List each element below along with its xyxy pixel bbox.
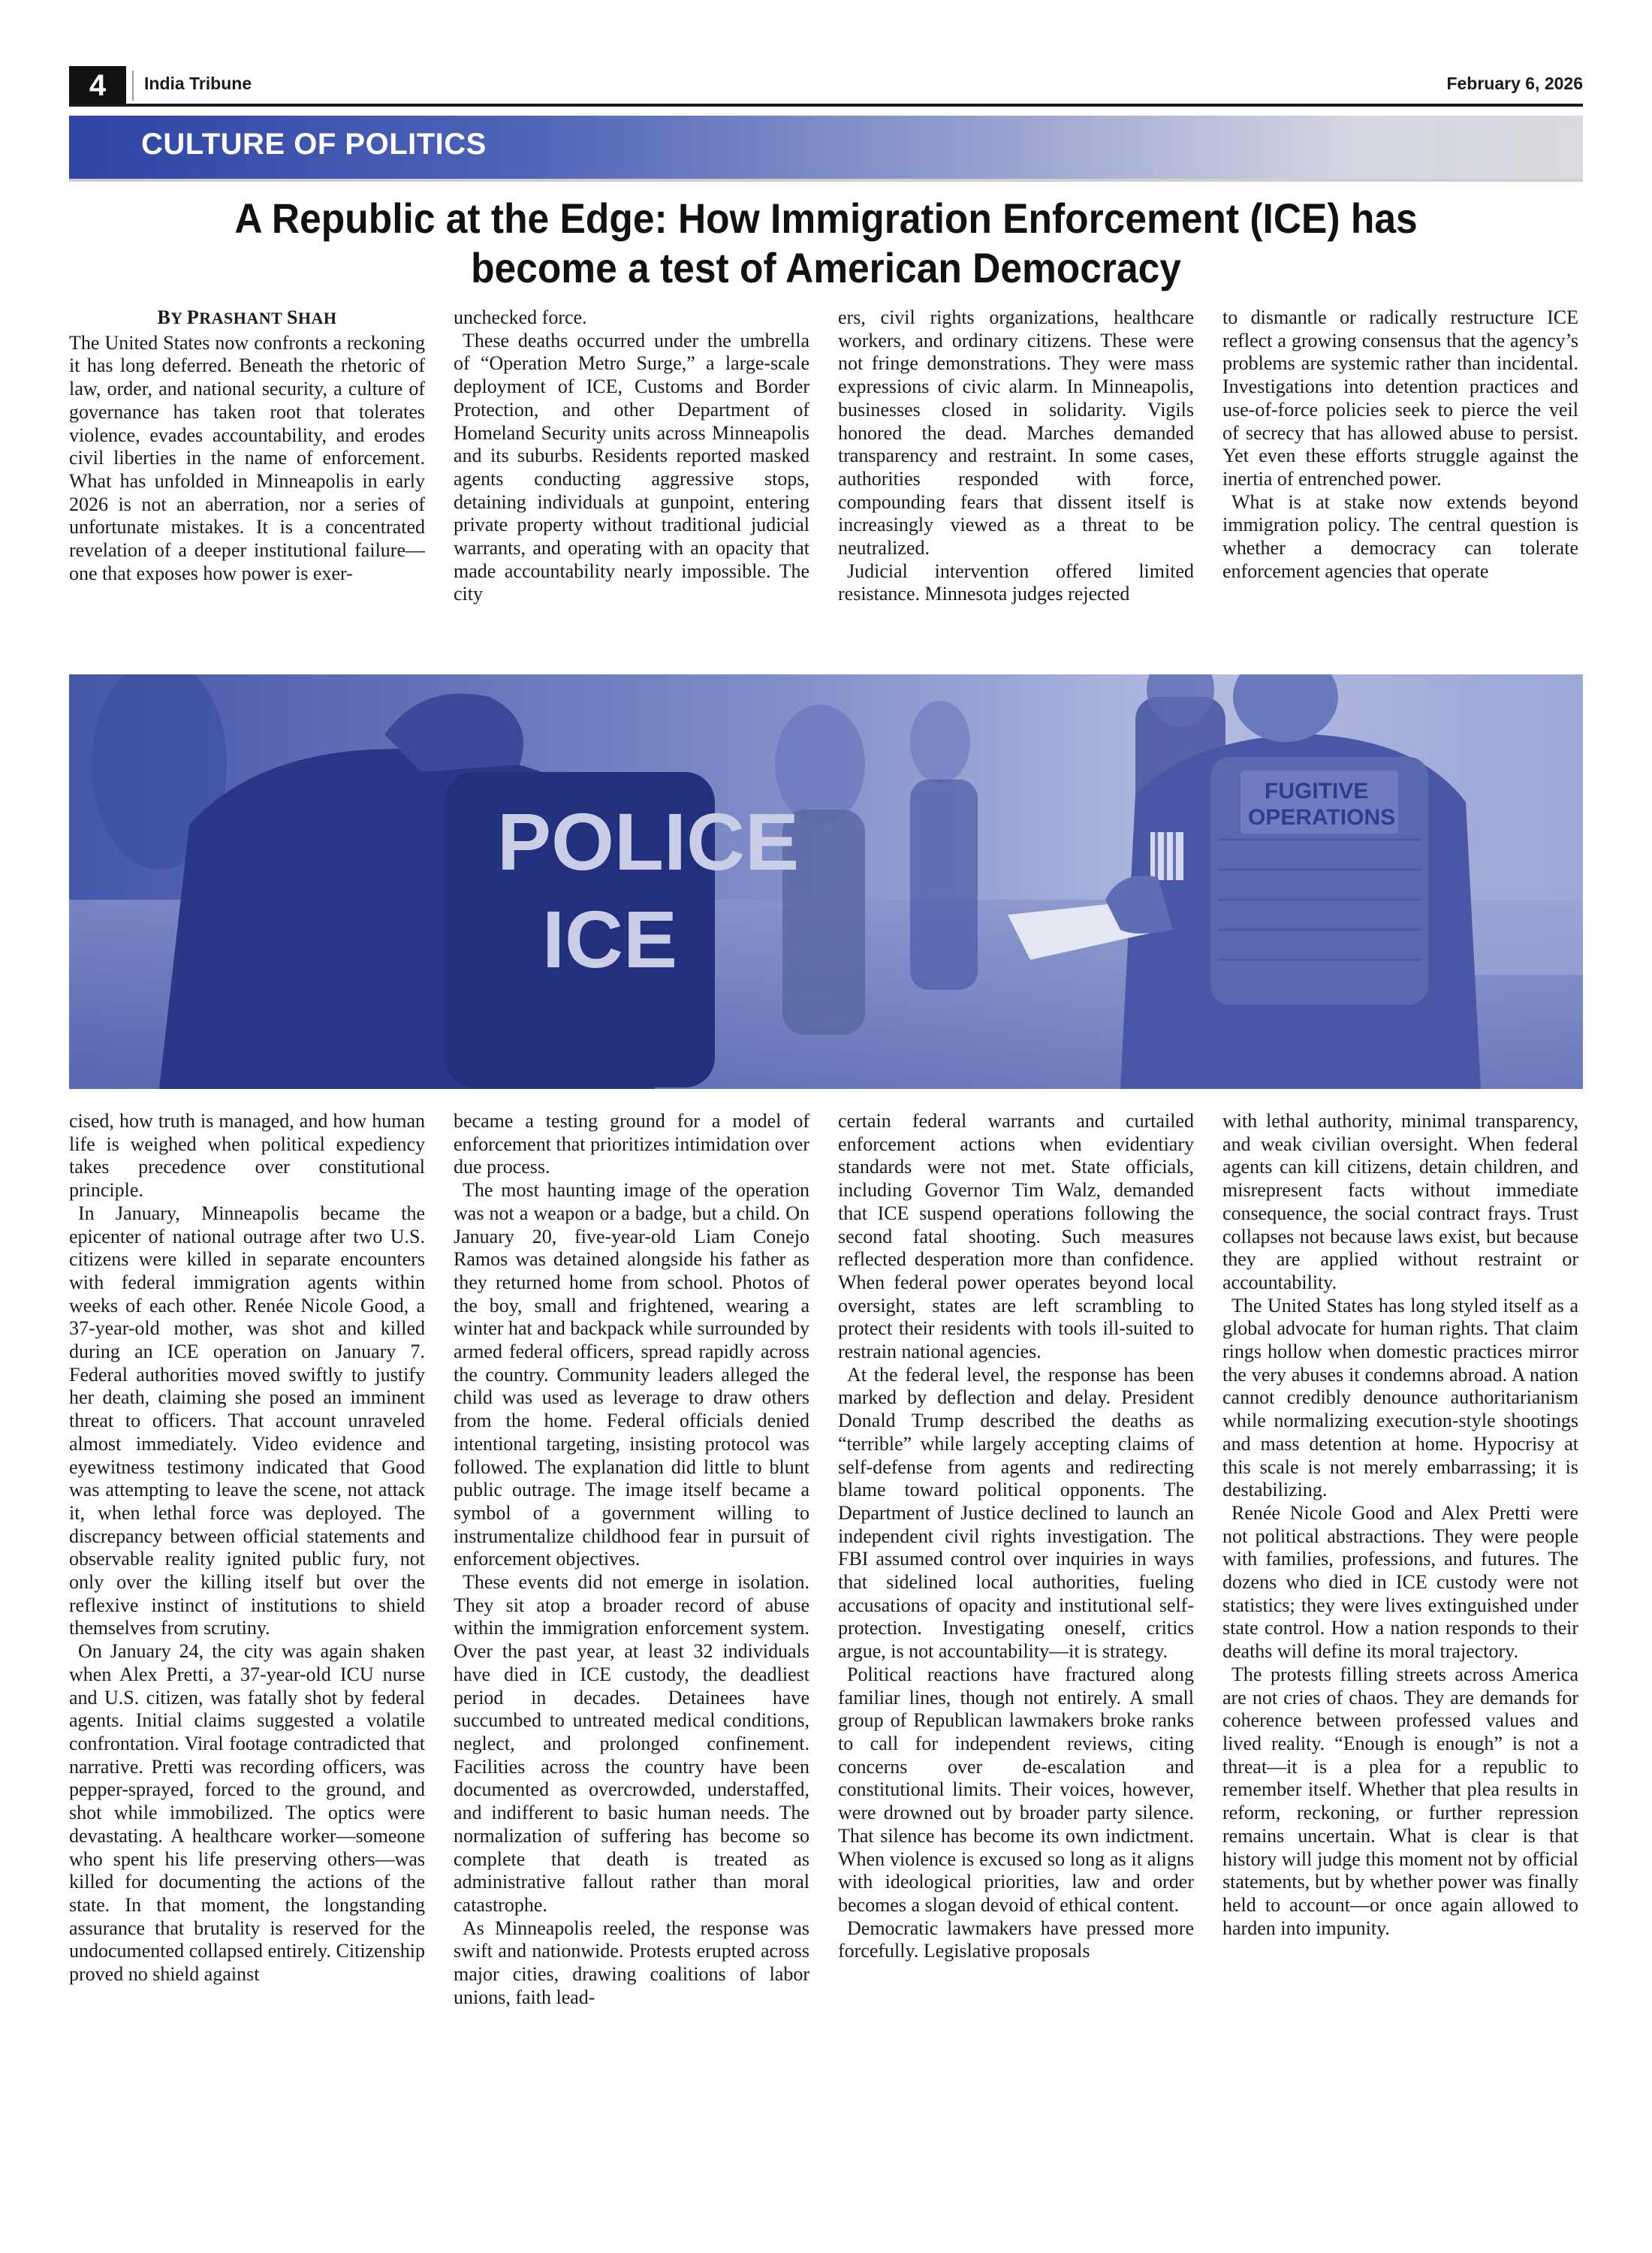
article-paragraph: The United States now confronts a reckoning it has long deferred. Beneath the rhetoric of law, order, and national security, a culture of governance has taken root that tolerates violence, evades accountability, and erodes civil liberties in the name of enforcement. What has unfolded in Minneapolis in early 2026 is not an aberration, nor a series of unfortunate mistakes. It is a concentrated revelation of a deeper institutional failure—one that exposes how power is exer-: [69, 331, 425, 584]
photo-illustration: [69, 674, 1583, 1089]
article-paragraph: Judicial intervention offered limited resistance. Minnesota judges rejected: [838, 559, 1194, 605]
column-top-4: [1222, 306, 1578, 656]
header-rule: [69, 104, 1583, 107]
column-bottom-4: [1222, 1110, 1578, 2220]
headline-line-2: become a test of American Democracy: [471, 244, 1181, 291]
headline-line-1: A Republic at the Edge: How Immigration Enforcement (ICE) has: [234, 195, 1418, 242]
article-paragraph: As Minneapolis reeled, the response was swift and nationwide. Protests erupted across major cities, drawing coalitions of labor unions, faith lead-: [454, 1917, 809, 2008]
vest-text-1: FUGITIVE: [1265, 779, 1369, 804]
article-paragraph: with lethal authority, minimal transparency, and weak civilian oversight. When federal agents can kill citizens, detain children, and misrepresent facts without immediate consequence, the social contract frays. Trust collapses not because laws exist, but because they are applied without restraint or accountability.: [1222, 1110, 1578, 1293]
article-paragraph: At the federal level, the response has been marked by deflection and delay. President Donald Trump described the deaths as “terrible” while largely accepting claims of self-defense from agents and redirecting blame toward political opponents. The Department of Justice declined to launch an independent civil rights investigation. The FBI assumed control over inquiries in ways that sidelined local authorities, fueling accusations of opacity and institutional self-protection. Investigating oneself, critics argue, is not accountability—it is strategy.: [838, 1363, 1194, 1663]
article-paragraph: Renée Nicole Good and Alex Pretti were not political abstractions. They were people with families, professions, and futures. The dozens who died in ICE custody were not statistics; they were lives extinguished under state control. How a nation responds to their deaths will define its moral trajectory.: [1222, 1501, 1578, 1663]
publication-date: February 6, 2026: [1446, 74, 1583, 93]
article-paragraph: to dismantle or radically restructure ICE reflect a growing consensus that the agency’s problems are systemic rather than incidental. Investigations into detention practices and use-of-force policies seek to pierce the veil of secrecy that has allowed abuse to persist. Yet even these efforts struggle against the inertia of entrenched power.: [1222, 306, 1578, 490]
article-paragraph: cised, how truth is managed, and how human life is weighed when political expediency takes precedence over constitutional principle.: [69, 1110, 425, 1202]
header-divider: [132, 71, 134, 101]
article-headline: [204, 194, 1448, 293]
page-number: 4: [69, 66, 126, 105]
column-bottom-3: [838, 1110, 1194, 2220]
article-paragraph: unchecked force.: [454, 306, 587, 328]
ice-patch-text: ICE: [542, 894, 678, 985]
column-top-1: [69, 306, 425, 656]
article-paragraph: became a testing ground for a model of enforcement that prioritizes intimidation over due process.: [454, 1110, 809, 1178]
article-paragraph: In January, Minneapolis became the epicenter of national outrage after two U.S. citizens were killed in separate encounters with federal immigration agents within weeks of each other. Renée Nicole Good, a 37-year-old mother, was shot and killed during an ICE operation on January 7. Federal authorities moved swiftly to justify her death, claiming she posed an imminent threat to officers. That account unraveled almost immediately. Video evidence and eyewitness testimony indicated that Good was attempting to leave the scene, not attack it, when lethal force was deployed. The discrepancy between official statements and observable reality ignited public fury, not only over the killing itself but over the reflexive instinct of institutions to shield themselves from scrutiny.: [69, 1202, 425, 1639]
article-photo: [69, 674, 1583, 1089]
column-bottom-2: [454, 1110, 809, 2220]
column-top-2: [454, 306, 809, 656]
section-label: CULTURE OF POLITICS: [141, 128, 487, 161]
section-banner: [69, 116, 1583, 182]
article-paragraph: Democratic lawmakers have pressed more forcefully. Legislative proposals: [838, 1917, 1194, 1962]
article-paragraph: These deaths occurred under the umbrella of “Operation Metro Surge,” a large-scale deployment of ICE, Customs and Border Protection, and other Department of Homeland Security units across Minneapolis and its suburbs. Residents reported masked agents conducting aggressive stops, detaining individuals at gunpoint, entering private property without traditional judicial warrants, and operating with an opacity that made accountability nearly impossible. The city: [454, 329, 809, 605]
article-paragraph: On January 24, the city was again shaken when Alex Pretti, a 37-year-old ICU nurse and U.S. citizen, was fatally shot by federal agents. Initial claims suggested a volatile confrontation. Viral footage contradicted that narrative. Pretti was recording officers, was pepper-sprayed, forced to the ground, and shot while immobilized. The optics were devastating. A healthcare worker—someone who spent his life preserving others—was killed for documenting the actions of the state. In that moment, the longstanding assurance that brutality is reserved for the undocumented collapsed entirely. Citizenship proved no shield against: [69, 1640, 425, 1986]
article-paragraph: ers, civil rights organizations, healthcare workers, and ordinary citizens. These were not fringe demonstrations. They were mass expressions of civic alarm. In Minneapolis, businesses closed in solidarity. Vigils honored the dead. Marches demanded transparency and restraint. In some cases, authorities responded with force, compounding fears that dissent itself is increasingly viewed as a threat to be neutralized.: [838, 306, 1194, 559]
article-paragraph: The United States has long styled itself as a global advocate for human rights. That claim rings hollow when domestic practices mirror the very abuses it condemns abroad. A nation cannot credibly denounce authoritarianism while normalizing execution-style shootings and mass detention at home. Hypocrisy at this scale is not merely embarrassing; it is destabilizing.: [1222, 1294, 1578, 1501]
byline: BY PRASHANT SHAH: [157, 306, 337, 328]
article-paragraph: Political reactions have fractured along familiar lines, though not entirely. A small group of Republican lawmakers broke ranks to call for independent reviews, citing concerns over de-escalation and constitutional limits. Their voices, however, were drowned out by broader party silence. That silence has become its own indictment. When violence is excused so long as it aligns with ideological priorities, law and order becomes a slogan devoid of ethical content.: [838, 1663, 1194, 1916]
police-patch-text: POLICE: [497, 796, 800, 887]
article-paragraph: What is at stake now extends beyond immigration policy. The central question is whether a democracy can tolerate enforcement agencies that operate: [1222, 490, 1578, 582]
column-bottom-1: [69, 1110, 425, 2220]
newspaper-name: India Tribune: [144, 74, 252, 93]
article-paragraph: These events did not emerge in isolation. They sit atop a broader record of abuse within the immigration enforcement system. Over the past year, at least 32 individuals have died in ICE custody, the deadliest period in decades. Detainees have succumbed to untreated medical conditions, neglect, and prolonged confinement. Facilities across the country have been documented as overcrowded, understaffed, and indifferent to basic human needs. The normalization of suffering has become so complete that death is treated as administrative fallout rather than moral catastrophe.: [454, 1571, 809, 1916]
article-paragraph: The most haunting image of the operation was not a weapon or a badge, but a child. On January 20, five-year-old Liam Conejo Ramos was detained alongside his father as they returned home from school. Photos of the boy, small and frightened, wearing a winter hat and backpack while surrounded by armed federal officers, spread rapidly across the country. Community leaders alleged the child was used as leverage to draw others from the home. Federal officials denied intentional targeting, insisting protocol was followed. The explanation did little to blunt public outrage. The image itself became a symbol of a government willing to instrumentalize childhood fear in pursuit of enforcement objectives.: [454, 1179, 809, 1570]
article-paragraph: certain federal warrants and curtailed enforcement actions when evidentiary standards were not met. State officials, including Governor Tim Walz, demanded that ICE suspend operations following the second fatal shooting. Such measures reflected desperation more than confidence. When federal power operates beyond local oversight, states are left scrambling to protect their residents with tools ill-suited to restrain national agencies.: [838, 1110, 1194, 1363]
vest-text-2: OPERATIONS: [1248, 805, 1396, 830]
column-top-3: [838, 306, 1194, 656]
article-paragraph: The protests filling streets across America are not cries of chaos. They are demands for coherence between professed values and lived reality. “Enough is enough” is not a threat—it is a plea for a republic to remember itself. Whether that plea results in reform, reckoning, or further repression remains uncertain. What is clear is that history will judge this moment not by official statements, but by whether power was finally held to account—or once again allowed to harden into impunity.: [1222, 1663, 1578, 1939]
